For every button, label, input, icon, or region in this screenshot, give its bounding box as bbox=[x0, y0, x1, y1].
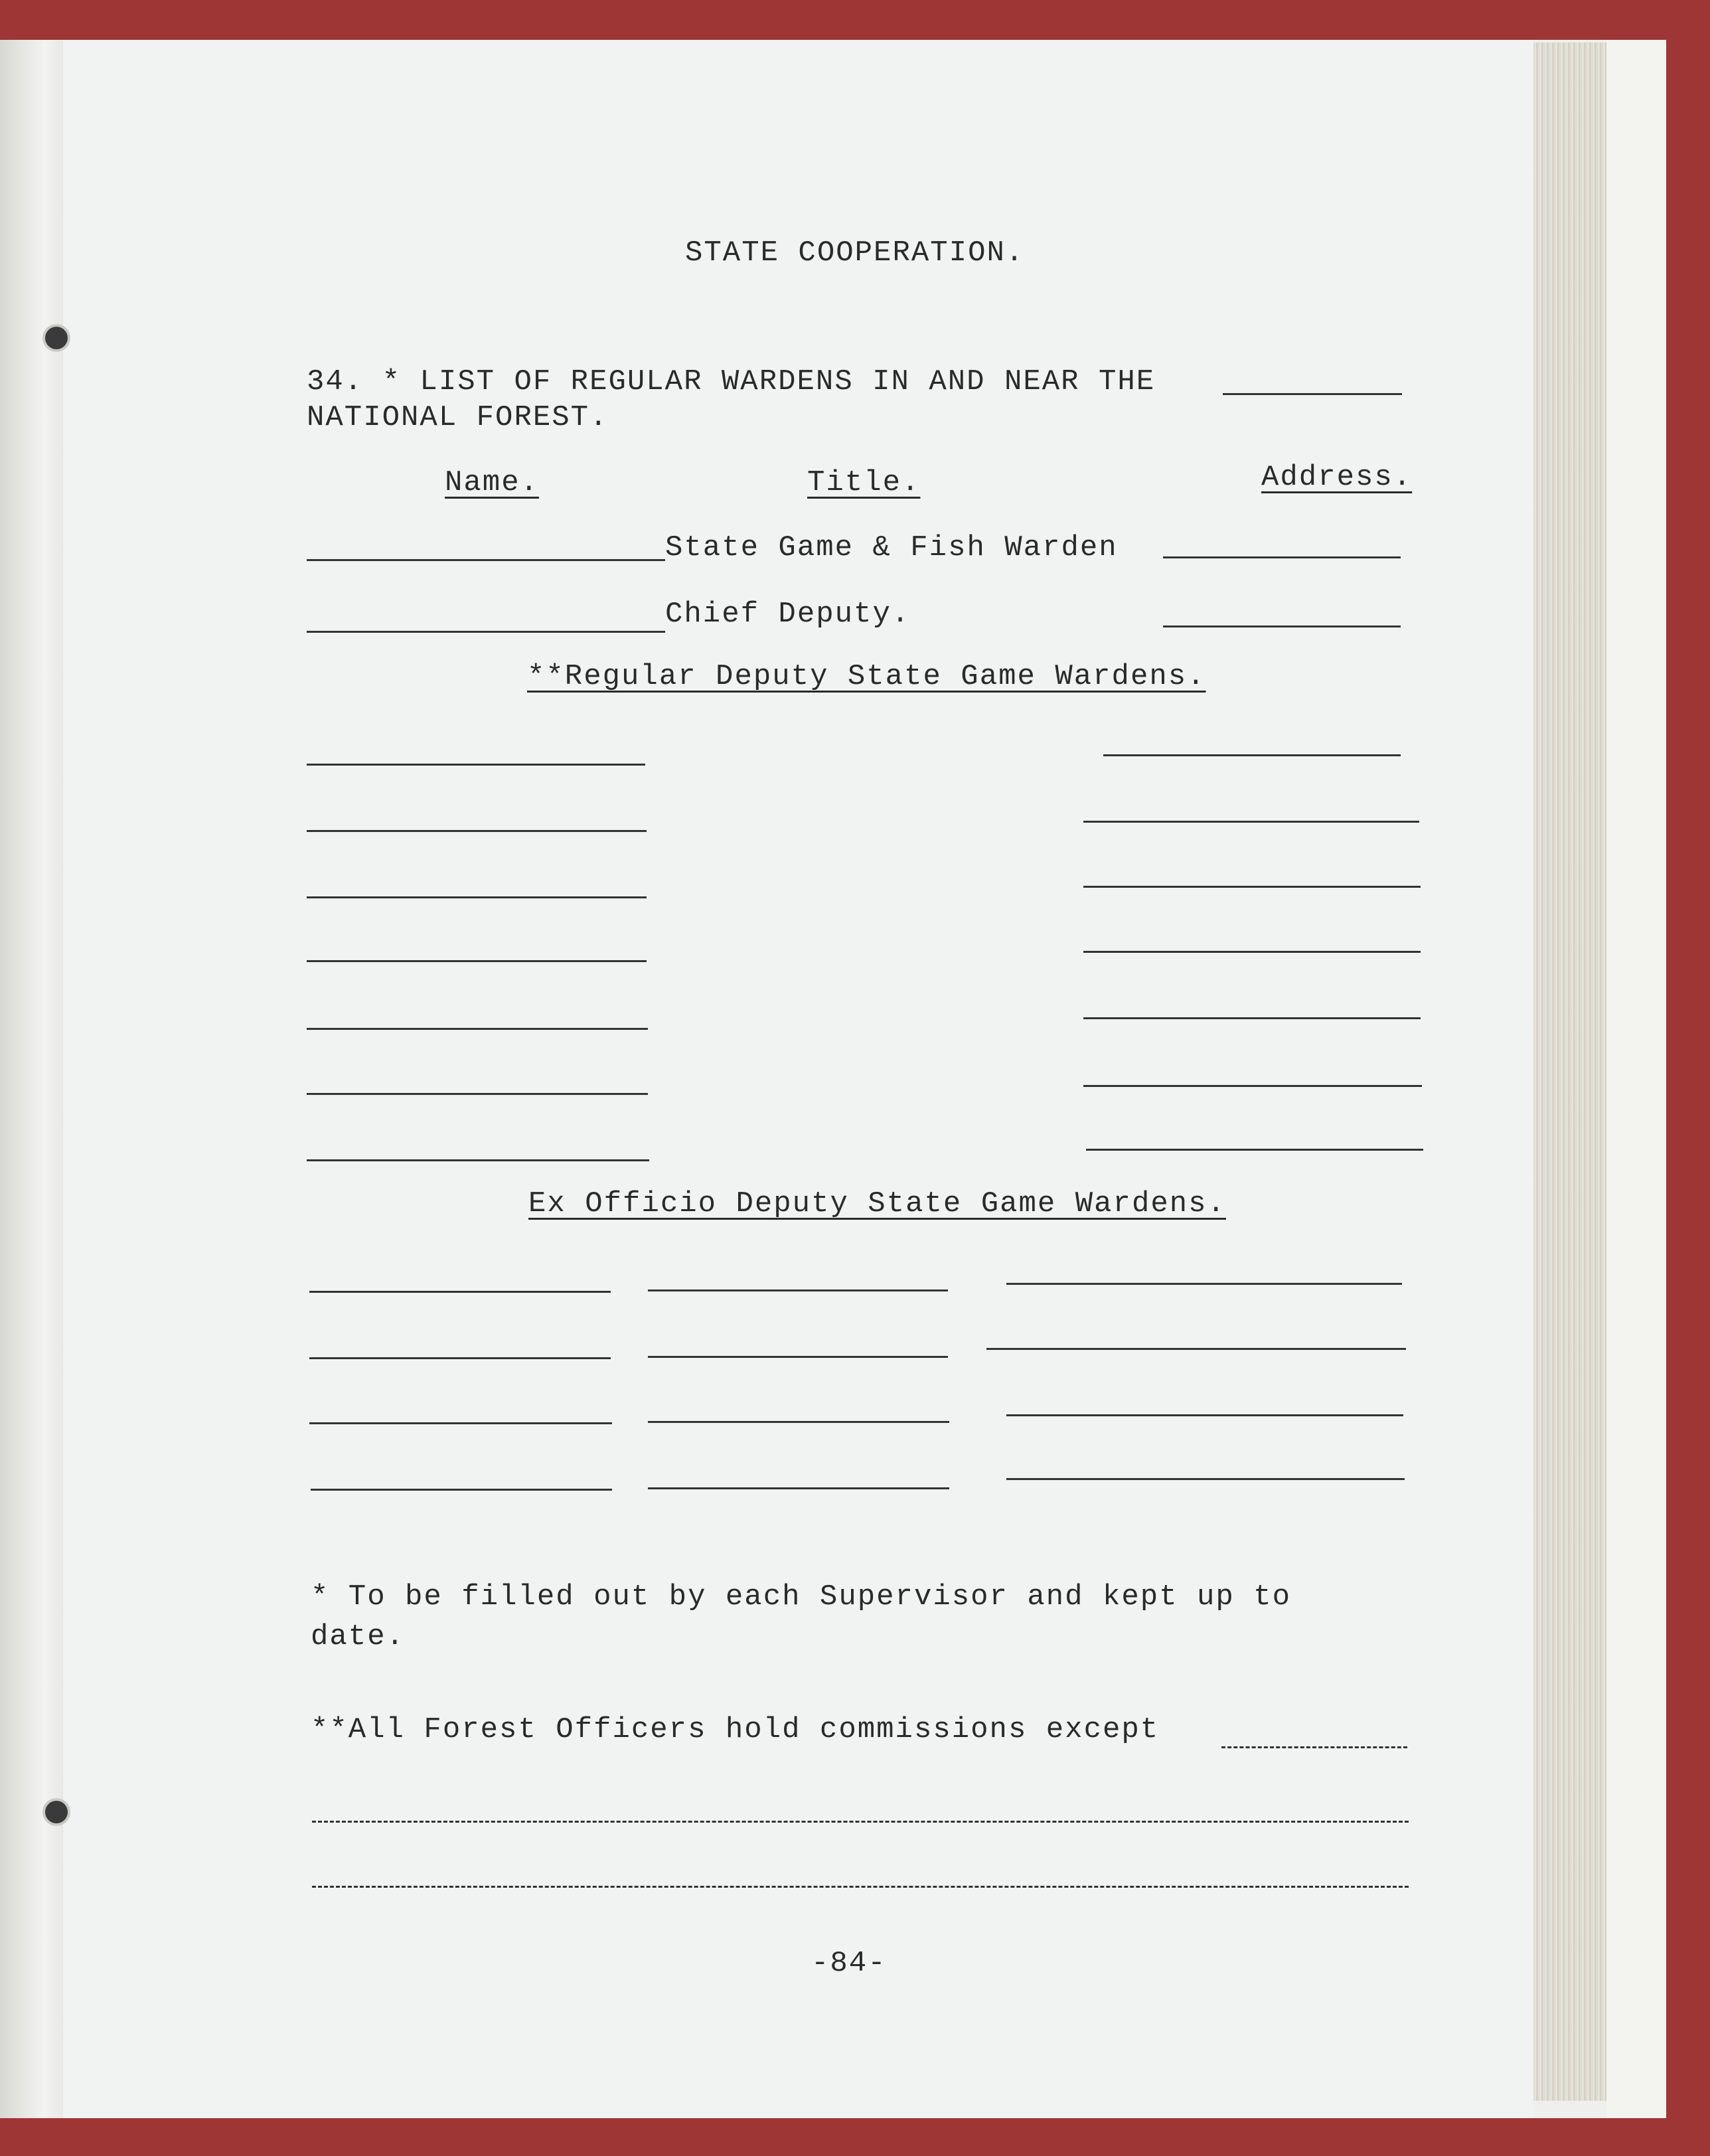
address-blank bbox=[1083, 951, 1421, 953]
ex-officio-blank bbox=[309, 1357, 611, 1359]
address-blank bbox=[1103, 754, 1401, 756]
address-blank bbox=[1163, 556, 1401, 558]
name-blank bbox=[307, 896, 647, 898]
forest-name-blank bbox=[1223, 393, 1402, 395]
ex-officio-blank bbox=[648, 1487, 949, 1489]
ex-officio-blank bbox=[648, 1289, 948, 1291]
column-header-address: Address. bbox=[1261, 461, 1413, 494]
ex-officio-blank bbox=[1006, 1414, 1403, 1416]
binding-hole-top bbox=[45, 327, 68, 349]
endpaper bbox=[1606, 40, 1666, 2118]
footnote-1-line-2: date. bbox=[311, 1620, 406, 1653]
item-title-line-2: NATIONAL FOREST. bbox=[307, 401, 609, 434]
ex-officio-blank bbox=[309, 1291, 611, 1293]
ex-officio-blank bbox=[648, 1356, 948, 1358]
ex-officio-blank bbox=[1006, 1478, 1405, 1480]
address-blank bbox=[1083, 886, 1421, 888]
page-number: -84- bbox=[811, 1947, 887, 1980]
name-blank bbox=[307, 1159, 649, 1161]
exception-blank bbox=[312, 1821, 1409, 1823]
ex-officio-blank bbox=[986, 1348, 1406, 1350]
page-heading: STATE COOPERATION. bbox=[685, 236, 1025, 270]
exception-blank bbox=[312, 1886, 1409, 1888]
ex-officio-blank bbox=[311, 1489, 612, 1491]
section-regular-deputies: **Regular Deputy State Game Wardens. bbox=[527, 660, 1206, 693]
name-blank bbox=[307, 830, 647, 832]
title-state-warden: State Game & Fish Warden bbox=[665, 531, 1118, 564]
address-blank bbox=[1083, 821, 1419, 823]
column-header-name: Name. bbox=[445, 466, 540, 499]
name-blank bbox=[307, 960, 647, 962]
page bbox=[63, 40, 1533, 2118]
name-blank bbox=[307, 1093, 648, 1095]
item-title-line-1: 34. * LIST OF REGULAR WARDENS IN AND NEAR THE bbox=[307, 365, 1156, 398]
footnote-1-line-1: * To be filled out by each Supervisor and kept up to bbox=[311, 1580, 1292, 1614]
address-blank bbox=[1083, 1017, 1421, 1019]
ex-officio-blank bbox=[309, 1422, 612, 1424]
name-blank bbox=[307, 631, 665, 633]
ex-officio-blank bbox=[648, 1421, 949, 1423]
column-header-title: Title. bbox=[807, 466, 921, 499]
address-blank bbox=[1163, 625, 1401, 627]
binding-hole-bottom bbox=[45, 1801, 68, 1823]
name-blank bbox=[307, 1028, 648, 1030]
section-ex-officio-deputies: Ex Officio Deputy State Game Wardens. bbox=[528, 1187, 1226, 1220]
ex-officio-blank bbox=[1006, 1283, 1402, 1285]
name-blank bbox=[307, 764, 645, 766]
title-chief-deputy: Chief Deputy. bbox=[665, 598, 911, 631]
address-blank bbox=[1083, 1085, 1422, 1087]
name-blank bbox=[307, 559, 665, 561]
footnote-2: **All Forest Officers hold commissions except bbox=[311, 1713, 1160, 1746]
address-blank bbox=[1086, 1149, 1423, 1151]
page-edges bbox=[1533, 42, 1606, 2101]
exception-blank bbox=[1221, 1746, 1407, 1748]
